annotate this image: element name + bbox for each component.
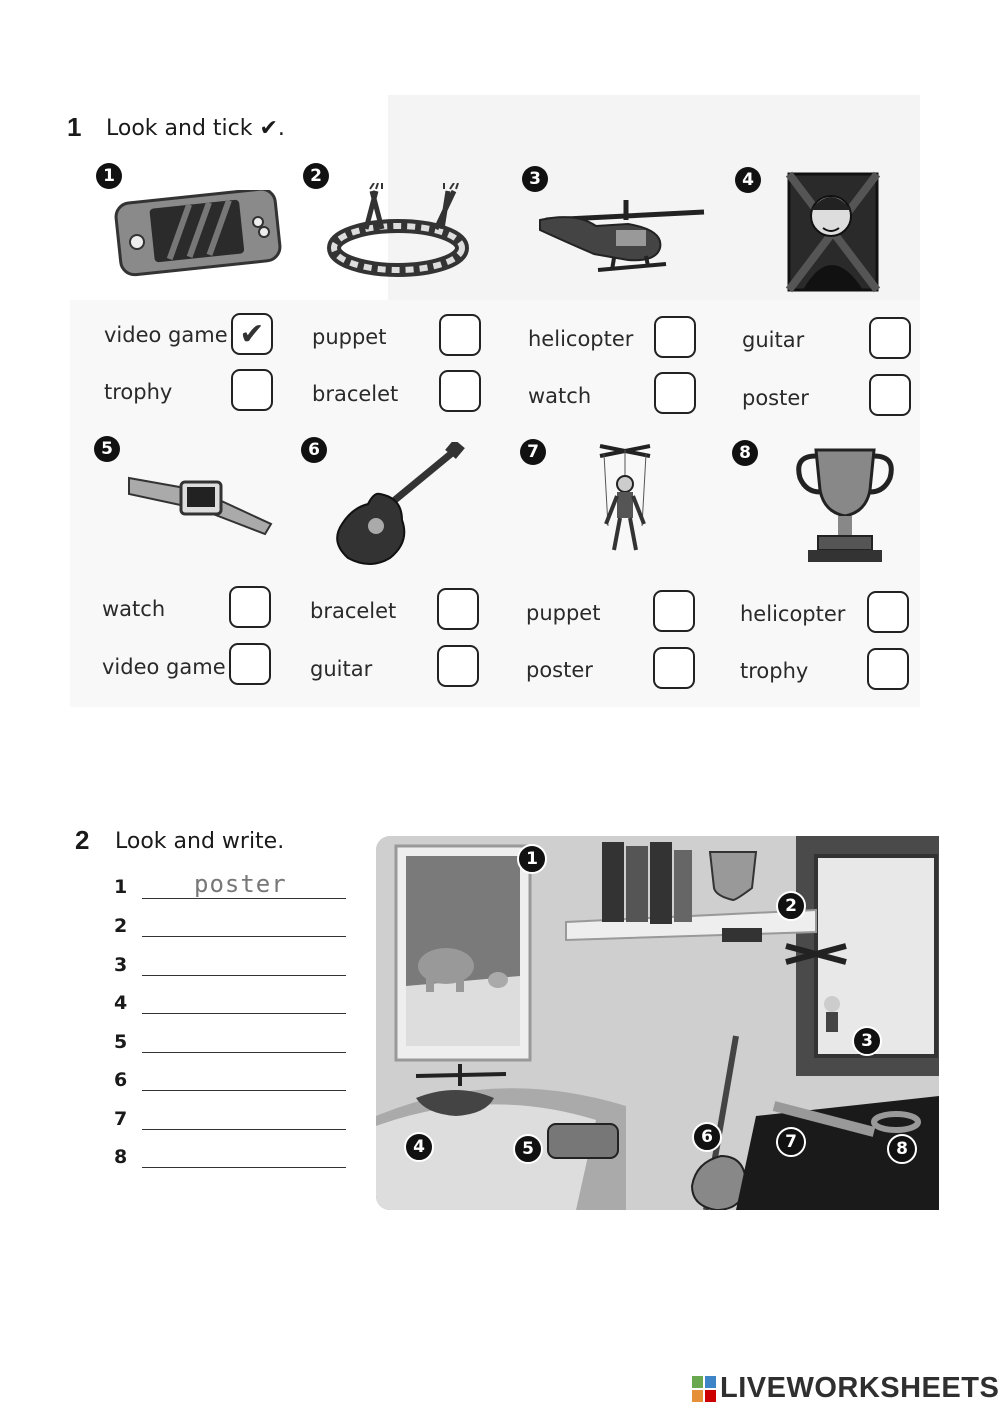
item-5-option-2-checkbox[interactable]	[229, 643, 271, 685]
item-4-option-2-label: poster	[742, 386, 809, 410]
item-5-option-2-label: video game	[102, 655, 226, 679]
write-line-1[interactable]	[142, 898, 346, 899]
helicopter-icon	[536, 190, 706, 280]
item-8-badge: 8	[732, 440, 758, 466]
watch-icon	[125, 468, 275, 538]
liveworksheets-logo-text: LIVEWORKSHEETS	[720, 1372, 1000, 1404]
item-1-option-1-label: video game	[104, 323, 228, 347]
item-5-option-1-checkbox[interactable]	[229, 586, 271, 628]
write-line-7-number: 7	[114, 1108, 128, 1130]
item-6-badge: 6	[301, 437, 327, 463]
write-line-4[interactable]	[142, 1013, 346, 1014]
scene-label-7: 7	[776, 1127, 806, 1157]
write-line-6-number: 6	[114, 1069, 128, 1091]
scene-label-8: 8	[887, 1134, 917, 1164]
write-line-8[interactable]	[142, 1167, 346, 1168]
bedroom-illustration	[376, 836, 939, 1210]
bedroom-scene	[376, 836, 939, 1210]
scene-label-2: 2	[776, 891, 806, 921]
write-line-2[interactable]	[142, 936, 346, 937]
exercise1-title: Look and tick ✔.	[106, 116, 285, 141]
item-1-option-1-checkbox[interactable]	[231, 313, 273, 355]
item-1-option-2-checkbox[interactable]	[231, 369, 273, 411]
write-line-3-number: 3	[114, 954, 128, 976]
item-3-option-1-label: helicopter	[528, 327, 634, 351]
item-5-option-1-label: watch	[102, 597, 166, 621]
scene-label-3: 3	[852, 1026, 882, 1056]
write-line-5-number: 5	[114, 1031, 128, 1053]
scene-label-4: 4	[404, 1132, 434, 1162]
write-line-3[interactable]	[142, 975, 346, 976]
item-7-option-1-label: puppet	[526, 601, 601, 625]
item-2-option-1-label: puppet	[312, 325, 387, 349]
trophy-icon	[790, 442, 900, 566]
item-2-option-1-checkbox[interactable]	[439, 314, 481, 356]
tick-mark-icon: ✔	[239, 316, 265, 352]
item-7-option-1-checkbox[interactable]	[653, 590, 695, 632]
item-3-option-2-label: watch	[528, 384, 592, 408]
write-line-7[interactable]	[142, 1129, 346, 1130]
item-8-option-2-checkbox[interactable]	[867, 648, 909, 690]
item-4-option-2-checkbox[interactable]	[869, 374, 911, 416]
item-3-option-2-checkbox[interactable]	[654, 372, 696, 414]
exercise2-number: 2	[75, 825, 90, 855]
item-2-badge: 2	[303, 163, 329, 189]
write-line-1-answer[interactable]: poster	[194, 870, 287, 898]
item-3-badge: 3	[522, 166, 548, 192]
item-3-option-1-checkbox[interactable]	[654, 316, 696, 358]
item-2-option-2-checkbox[interactable]	[439, 370, 481, 412]
scene-label-5: 5	[513, 1134, 543, 1164]
liveworksheets-logo[interactable]	[692, 1372, 999, 1405]
item-6-option-1-checkbox[interactable]	[437, 588, 479, 630]
video-game-icon	[112, 190, 282, 280]
exercise1-number: 1	[67, 112, 82, 142]
item-6-option-2-checkbox[interactable]	[437, 645, 479, 687]
poster-icon	[783, 170, 883, 296]
item-1-badge: 1	[96, 163, 122, 189]
bracelet-icon	[326, 183, 476, 283]
puppet-icon	[590, 440, 660, 568]
item-7-badge: 7	[520, 439, 546, 465]
item-2-option-2-label: bracelet	[312, 382, 399, 406]
write-line-1-number: 1	[114, 876, 128, 898]
liveworksheets-logo-icon	[692, 1376, 716, 1402]
item-7-option-2-label: poster	[526, 658, 593, 682]
scene-label-6: 6	[692, 1122, 722, 1152]
item-8-option-1-checkbox[interactable]	[867, 591, 909, 633]
write-line-5[interactable]	[142, 1052, 346, 1053]
item-8-option-2-label: trophy	[740, 659, 809, 683]
item-6-option-1-label: bracelet	[310, 599, 397, 623]
item-1-option-2-label: trophy	[104, 380, 173, 404]
item-7-option-2-checkbox[interactable]	[653, 647, 695, 689]
exercise2-title: Look and write.	[115, 829, 285, 854]
item-4-option-1-checkbox[interactable]	[869, 317, 911, 359]
write-line-2-number: 2	[114, 915, 128, 937]
item-6-option-2-label: guitar	[310, 657, 373, 681]
write-line-6[interactable]	[142, 1090, 346, 1091]
write-line-4-number: 4	[114, 992, 128, 1014]
item-5-badge: 5	[94, 436, 120, 462]
item-8-option-1-label: helicopter	[740, 602, 846, 626]
item-4-badge: 4	[735, 167, 761, 193]
scene-label-1: 1	[517, 844, 547, 874]
item-4-option-1-label: guitar	[742, 328, 805, 352]
write-line-8-number: 8	[114, 1146, 128, 1168]
guitar-icon	[330, 442, 470, 568]
